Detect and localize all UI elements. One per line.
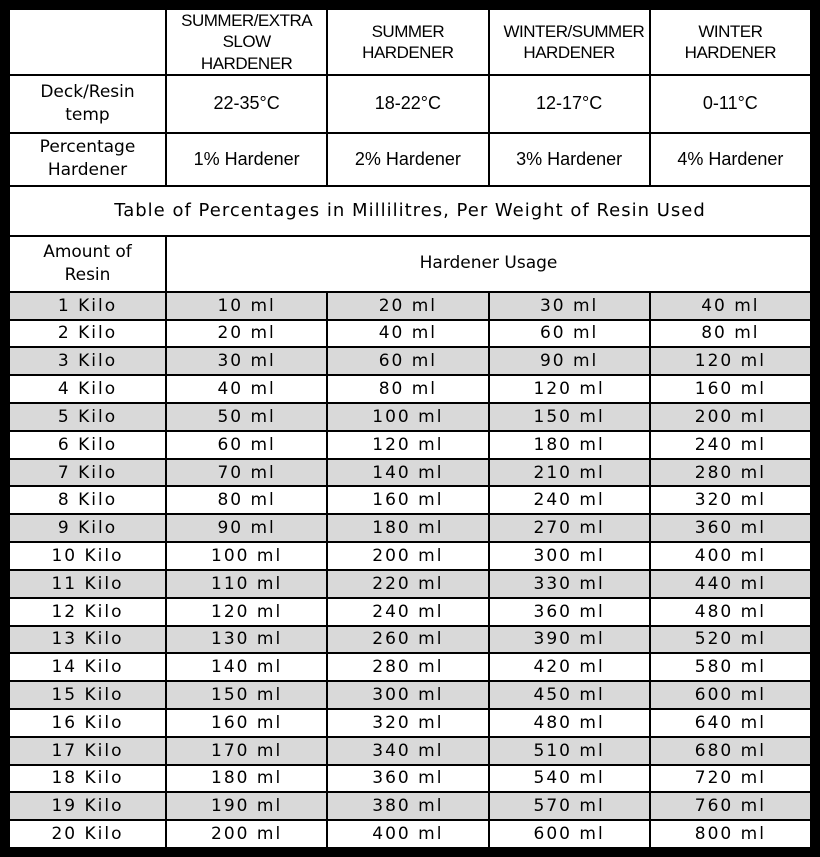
table-row (9, 820, 811, 848)
resin-amount-cell: 10 Kilo (9, 542, 166, 570)
hardener-ml-cell: 760 ml (650, 792, 811, 820)
resin-amount-cell: 18 Kilo (9, 765, 166, 793)
hardener-ml-cell: 360 ml (650, 514, 811, 542)
hardener-ml-cell: 180 ml (489, 431, 650, 459)
resin-amount-cell: 11 Kilo (9, 570, 166, 598)
hardener-ml-cell: 120 ml (489, 375, 650, 403)
hardener-ml-cell: 140 ml (166, 653, 327, 681)
percentage-hardener-row (9, 133, 811, 186)
percentage-hardener-label: Percentage Hardener (9, 133, 166, 186)
hardener-ml-cell: 120 ml (650, 347, 811, 375)
hardener-ml-cell: 240 ml (650, 431, 811, 459)
resin-amount-cell: 5 Kilo (9, 403, 166, 431)
hardener-ml-cell: 140 ml (327, 459, 488, 487)
hardener-ml-cell: 600 ml (489, 820, 650, 848)
hardener-ml-cell: 180 ml (327, 514, 488, 542)
hardener-ml-cell: 30 ml (166, 347, 327, 375)
table-row (9, 375, 811, 403)
hardener-ml-cell: 800 ml (650, 820, 811, 848)
hardener-ml-cell: 240 ml (327, 598, 488, 626)
table-row (9, 347, 811, 375)
hardener-ml-cell: 210 ml (489, 459, 650, 487)
table-row (9, 542, 811, 570)
hardener-ml-cell: 540 ml (489, 765, 650, 793)
hardener-ml-cell: 150 ml (166, 681, 327, 709)
table-row (9, 292, 811, 320)
hardener-ml-cell: 20 ml (166, 320, 327, 348)
hardener-ml-cell: 120 ml (166, 598, 327, 626)
hardener-ml-cell: 70 ml (166, 459, 327, 487)
table-row (9, 626, 811, 654)
temp-range-cell: 22-35°C (166, 75, 327, 133)
temp-range-cell: 0-11°C (650, 75, 811, 133)
hardener-ml-cell: 300 ml (327, 681, 488, 709)
hardener-ml-cell: 400 ml (650, 542, 811, 570)
hardener-ml-cell: 400 ml (327, 820, 488, 848)
hardener-ml-cell: 320 ml (650, 486, 811, 514)
hardener-type-header: WINTER HARDENER (650, 9, 811, 75)
hardener-usage-header: Hardener Usage (166, 236, 811, 292)
hardener-ml-cell: 40 ml (650, 292, 811, 320)
deck-resin-temp-label: Deck/Resin temp (9, 75, 166, 133)
hardener-ml-cell: 80 ml (327, 375, 488, 403)
table-row (9, 570, 811, 598)
percentage-cell: 1% Hardener (166, 133, 327, 186)
resin-amount-cell: 12 Kilo (9, 598, 166, 626)
hardener-ml-cell: 360 ml (489, 598, 650, 626)
hardener-ml-cell: 40 ml (166, 375, 327, 403)
temp-range-cell: 18-22°C (327, 75, 488, 133)
hardener-ml-cell: 180 ml (166, 765, 327, 793)
hardener-ml-cell: 20 ml (327, 292, 488, 320)
resin-amount-cell: 16 Kilo (9, 709, 166, 737)
resin-amount-cell: 9 Kilo (9, 514, 166, 542)
table-row (9, 709, 811, 737)
hardener-ml-cell: 440 ml (650, 570, 811, 598)
hardener-ml-cell: 100 ml (327, 403, 488, 431)
hardener-ml-cell: 160 ml (327, 486, 488, 514)
table-row (9, 486, 811, 514)
corner-cell (9, 9, 166, 75)
resin-amount-cell: 20 Kilo (9, 820, 166, 848)
hardener-type-header: WINTER/SUMMER HARDENER (489, 9, 650, 75)
hardener-ml-cell: 640 ml (650, 709, 811, 737)
hardener-ml-cell: 120 ml (327, 431, 488, 459)
percentage-cell: 2% Hardener (327, 133, 488, 186)
table-row (9, 403, 811, 431)
table-row (9, 792, 811, 820)
table-row (9, 431, 811, 459)
resin-amount-cell: 4 Kilo (9, 375, 166, 403)
resin-hardener-table (8, 8, 812, 849)
hardener-ml-cell: 600 ml (650, 681, 811, 709)
hardener-ml-cell: 200 ml (166, 820, 327, 848)
hardener-ml-cell: 260 ml (327, 626, 488, 654)
hardener-ml-cell: 90 ml (489, 347, 650, 375)
percentage-cell: 3% Hardener (489, 133, 650, 186)
hardener-ml-cell: 80 ml (166, 486, 327, 514)
hardener-ml-cell: 480 ml (489, 709, 650, 737)
hardener-ml-cell: 30 ml (489, 292, 650, 320)
hardener-ml-cell: 160 ml (166, 709, 327, 737)
resin-amount-cell: 7 Kilo (9, 459, 166, 487)
resin-amount-cell: 13 Kilo (9, 626, 166, 654)
hardener-ml-cell: 340 ml (327, 737, 488, 765)
resin-amount-cell: 6 Kilo (9, 431, 166, 459)
hardener-ml-cell: 280 ml (327, 653, 488, 681)
table-body (9, 9, 811, 848)
table-row (9, 514, 811, 542)
hardener-ml-cell: 240 ml (489, 486, 650, 514)
table-row (9, 459, 811, 487)
hardener-ml-cell: 90 ml (166, 514, 327, 542)
hardener-ml-cell: 40 ml (327, 320, 488, 348)
hardener-ml-cell: 360 ml (327, 765, 488, 793)
hardener-ml-cell: 190 ml (166, 792, 327, 820)
hardener-ml-cell: 330 ml (489, 570, 650, 598)
table-row (9, 320, 811, 348)
amount-of-resin-header: Amount of Resin (9, 236, 166, 292)
table-title: Table of Percentages in Millilitres, Per Weight of Resin Used (9, 186, 811, 236)
resin-amount-cell: 14 Kilo (9, 653, 166, 681)
table-row (9, 681, 811, 709)
hardener-ml-cell: 110 ml (166, 570, 327, 598)
table-row (9, 765, 811, 793)
hardener-ml-cell: 570 ml (489, 792, 650, 820)
hardener-type-header: SUMMER/EXTRA SLOW HARDENER (166, 9, 327, 75)
hardener-ml-cell: 200 ml (650, 403, 811, 431)
hardener-type-header: SUMMER HARDENER (327, 9, 488, 75)
hardener-ml-cell: 420 ml (489, 653, 650, 681)
hardener-ml-cell: 60 ml (166, 431, 327, 459)
hardener-ml-cell: 100 ml (166, 542, 327, 570)
temp-range-cell: 12-17°C (489, 75, 650, 133)
resin-amount-cell: 1 Kilo (9, 292, 166, 320)
hardener-ml-cell: 10 ml (166, 292, 327, 320)
resin-amount-cell: 19 Kilo (9, 792, 166, 820)
hardener-ml-cell: 220 ml (327, 570, 488, 598)
hardener-ml-cell: 520 ml (650, 626, 811, 654)
hardener-ml-cell: 130 ml (166, 626, 327, 654)
resin-amount-cell: 8 Kilo (9, 486, 166, 514)
hardener-ml-cell: 200 ml (327, 542, 488, 570)
resin-amount-cell: 15 Kilo (9, 681, 166, 709)
hardener-ml-cell: 380 ml (327, 792, 488, 820)
hardener-ml-cell: 160 ml (650, 375, 811, 403)
deck-resin-temp-row (9, 75, 811, 133)
hardener-ml-cell: 270 ml (489, 514, 650, 542)
table-row (9, 653, 811, 681)
hardener-type-header-row (9, 9, 811, 75)
hardener-ml-cell: 580 ml (650, 653, 811, 681)
usage-header-row (9, 236, 811, 292)
table-title-row (9, 186, 811, 236)
percentage-cell: 4% Hardener (650, 133, 811, 186)
hardener-ml-cell: 300 ml (489, 542, 650, 570)
table-row (9, 737, 811, 765)
hardener-ml-cell: 450 ml (489, 681, 650, 709)
hardener-ml-cell: 480 ml (650, 598, 811, 626)
hardener-ml-cell: 510 ml (489, 737, 650, 765)
hardener-ml-cell: 320 ml (327, 709, 488, 737)
resin-amount-cell: 3 Kilo (9, 347, 166, 375)
hardener-ml-cell: 150 ml (489, 403, 650, 431)
hardener-ml-cell: 390 ml (489, 626, 650, 654)
resin-amount-cell: 2 Kilo (9, 320, 166, 348)
hardener-ml-cell: 720 ml (650, 765, 811, 793)
hardener-ml-cell: 50 ml (166, 403, 327, 431)
hardener-ml-cell: 60 ml (327, 347, 488, 375)
resin-amount-cell: 17 Kilo (9, 737, 166, 765)
hardener-ml-cell: 280 ml (650, 459, 811, 487)
hardener-ml-cell: 170 ml (166, 737, 327, 765)
hardener-ml-cell: 60 ml (489, 320, 650, 348)
table-row (9, 598, 811, 626)
hardener-ml-cell: 680 ml (650, 737, 811, 765)
hardener-ml-cell: 80 ml (650, 320, 811, 348)
